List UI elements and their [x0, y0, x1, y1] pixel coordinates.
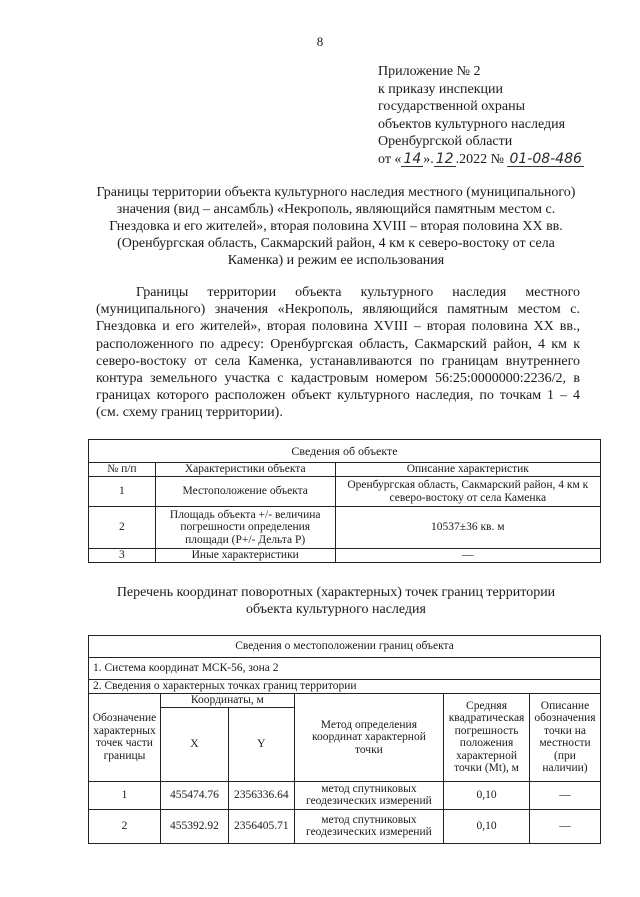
table-cell: 2: [89, 809, 161, 843]
order-date-line: [378, 151, 628, 169]
object-info-table: [88, 439, 601, 563]
appendix-line: государственной охраны: [378, 99, 526, 114]
table-cell: —: [530, 781, 601, 809]
column-header: № п/п: [89, 463, 156, 477]
table-cell: Площадь объекта +/- величина погрешности определения площади (Р+/- Дельта Р): [155, 507, 335, 549]
column-header: Координаты, м: [160, 694, 294, 708]
date-year: .2022: [455, 151, 488, 167]
date-prefix: от «: [378, 151, 402, 167]
table-cell: Местоположение объекта: [155, 477, 335, 507]
document-title: Границы территории объекта культурного наследия местного (муниципального) значения (вид – ансамбль) «Некрополь, являющийся памятным местом с. Гнездовка и его жителей», вторая половина XVIII – вторая половина XX вв. (Оренбургская область, Сакмарский район, 4 км к северо-востоку от села Каменка) и режим ее использования: [96, 185, 576, 268]
table-cell: 0,10: [444, 809, 530, 843]
coordinate-system: 1. Система координат МСК-56, зона 2: [89, 658, 601, 680]
table-cell: —: [335, 549, 600, 563]
coordinates-list-title: Перечень координат поворотных (характерных) точек границ территории объекта культурного наследия: [116, 585, 556, 617]
body-paragraph: Границы территории объекта культурного наследия местного (муниципального) значения «Некрополь, являющийся памятным местом с. Гнездовка и его жителей», вторая половина XVIII – вторая половина XX вв., расположенного по адресу: Оренбургская область, Сакмарский район, 4 км к северо-востоку от села Каменка, устанавливаются по границам внутреннего контура земельного участка с кадастровым номером 56:25:0000000:2236/2, в границах которого расположен объект культурного наследия, по точкам 1 – 4 (см. схему границ территории).: [96, 285, 580, 421]
date-month: 12: [435, 150, 454, 167]
table-cell: 455392.92: [160, 809, 228, 843]
column-header: Метод определения координат характерной точки: [294, 694, 443, 782]
appendix-line: Приложение № 2: [378, 64, 481, 79]
table-cell: 0,10: [444, 781, 530, 809]
table-cell: 1: [89, 477, 156, 507]
column-header: Y: [228, 707, 294, 781]
date-day: 14: [403, 150, 422, 167]
table-row: [89, 549, 601, 563]
table-caption: Сведения о местоположении границ объекта: [89, 636, 601, 658]
table-cell: метод спутниковых геодезических измерений: [294, 781, 443, 809]
column-header: Описание обозначения точки на местности (при наличии): [530, 694, 601, 782]
table-row: [89, 507, 601, 549]
table-row: [89, 477, 601, 507]
table-cell: 2356336.64: [228, 781, 294, 809]
page-number: 8: [316, 34, 324, 49]
order-number: 01-08-486: [509, 150, 582, 167]
column-header: X: [160, 707, 228, 781]
table-cell: Иные характеристики: [155, 549, 335, 563]
table-cell: 3: [89, 549, 156, 563]
table-cell: 2: [89, 507, 156, 549]
table-cell: —: [530, 809, 601, 843]
appendix-line: к приказу инспекции: [378, 81, 504, 97]
column-header: Описание характеристик: [335, 463, 600, 477]
appendix-header: [378, 63, 628, 168]
table-row: [89, 781, 601, 809]
column-header: Средняя квадратическая погрешность положения характерной точки (Mt), м: [444, 694, 530, 782]
number-label: №: [490, 151, 504, 167]
appendix-line: объектов культурного наследия: [378, 116, 566, 132]
table-caption: Сведения об объекте: [89, 440, 601, 463]
appendix-line: Оренбургской области: [378, 134, 513, 149]
table-cell: 10537±36 кв. м: [335, 507, 600, 549]
table-row: [89, 809, 601, 843]
column-header: Обозначение характерных точек части границы: [89, 694, 161, 782]
coordinates-table: [88, 635, 601, 844]
column-header: Характеристики объекта: [155, 463, 335, 477]
date-mid: ».: [423, 151, 434, 167]
table-cell: 2356405.71: [228, 809, 294, 843]
table-cell: метод спутниковых геодезических измерений: [294, 809, 443, 843]
table-cell: 1: [89, 781, 161, 809]
table-cell: Оренбургская область, Сакмарский район, 4 км к северо-востоку от села Каменка: [335, 477, 600, 507]
table-cell: 455474.76: [160, 781, 228, 809]
section-heading: 2. Сведения о характерных точках границ территории: [89, 680, 601, 694]
